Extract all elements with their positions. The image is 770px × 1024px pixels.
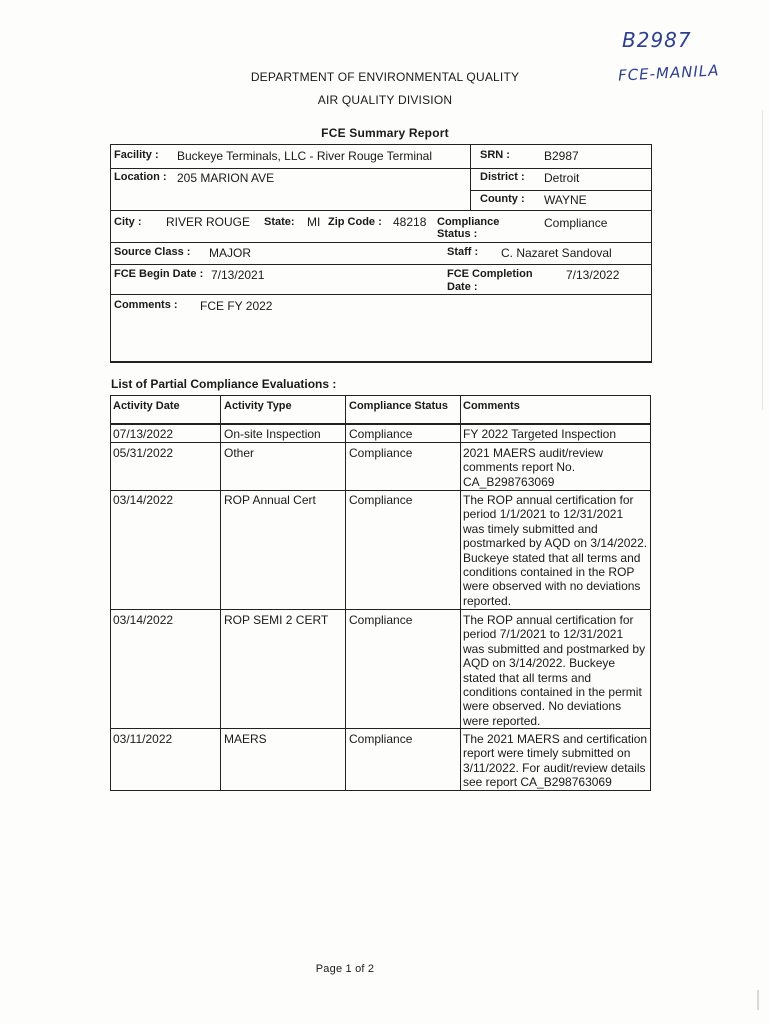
row-3-status: Compliance — [349, 493, 413, 507]
compliance-status-value: Compliance — [544, 216, 608, 230]
comment-line: postmarked by AQD on 3/14/2022. — [463, 536, 648, 551]
comment-line: period 1/1/2021 to 12/31/2021 — [463, 507, 624, 522]
source-class-value: MAJOR — [209, 246, 251, 260]
comment-line: were reported. — [463, 713, 541, 728]
county-label: County : — [480, 193, 525, 205]
row-1-date: 07/13/2022 — [113, 427, 174, 441]
col-header-activity-date: Activity Date — [113, 400, 180, 412]
compliance-status-label: Compliance — [437, 216, 500, 228]
city-value: RIVER ROUGE — [166, 215, 251, 229]
col-header-activity-type: Activity Type — [224, 400, 292, 412]
divider — [110, 294, 652, 295]
comments-value: FCE FY 2022 — [200, 299, 273, 313]
comment-line: The 2021 MAERS and certification — [463, 732, 648, 746]
divider — [110, 242, 652, 243]
row-2-comments — [463, 446, 603, 489]
pce-table — [110, 395, 651, 791]
zip-label: Zip Code : — [328, 216, 382, 228]
column-divider — [460, 395, 461, 791]
location-label: Location : — [114, 171, 167, 183]
divider — [110, 210, 652, 211]
facility-value: Buckeye Terminals, LLC - River Rouge Terminal — [177, 149, 432, 163]
comment-line: was timely submitted and — [463, 521, 598, 536]
zip-value: 48218 — [393, 215, 427, 229]
row-5-type: MAERS — [224, 732, 267, 746]
division-title: AIR QUALITY DIVISION — [317, 93, 453, 107]
comment-line: 2021 MAERS audit/review — [463, 446, 604, 460]
row-5-comments — [463, 732, 647, 790]
fce-begin-date-label: FCE Begin Date : — [114, 268, 204, 280]
district-value: Detroit — [544, 171, 580, 185]
row-4-comments — [463, 613, 645, 728]
column-divider — [345, 395, 346, 791]
comment-line: The ROP annual certification for — [463, 493, 634, 507]
comment-line: stated that all terms and — [463, 670, 592, 685]
comment-line: were observed. No deviations — [463, 699, 622, 714]
report-title: FCE Summary Report — [321, 126, 449, 140]
srn-value: B2987 — [544, 149, 579, 163]
row-divider — [110, 490, 651, 491]
department-title: DEPARTMENT OF ENVIRONMENTAL QUALITY — [250, 70, 520, 84]
comment-line: report were timely submitted on — [463, 746, 631, 761]
comment-line: conditions contained in the permit — [463, 685, 642, 700]
row-1-status: Compliance — [349, 427, 413, 441]
row-3-type: ROP Annual Cert — [224, 493, 316, 507]
handwritten-fce-note: FCE-MANILA — [617, 61, 720, 85]
comment-line: were observed with no deviations — [463, 579, 641, 594]
comment-line: CA_B298763069 — [463, 474, 555, 489]
row-2-date: 05/31/2022 — [113, 446, 174, 460]
col-header-compliance-status: Compliance Status — [349, 400, 449, 412]
col-header-comments: Comments — [463, 400, 520, 412]
row-divider — [110, 609, 651, 610]
srn-label: SRN : — [480, 149, 510, 161]
divider — [470, 190, 652, 191]
fce-completion-value: 7/13/2022 — [566, 268, 620, 282]
row-2-status: Compliance — [349, 446, 413, 460]
scan-edge-mark — [757, 990, 759, 1010]
comment-line: FY 2022 Targeted Inspection — [463, 427, 616, 441]
fce-completion-label: FCE Completion — [447, 268, 533, 280]
comment-line: period 7/1/2021 to 12/31/2021 — [463, 627, 624, 642]
fce-begin-date-value: 7/13/2021 — [211, 268, 265, 282]
comment-line: AQD on 3/14/2022. Buckeye — [463, 656, 616, 671]
row-3-comments — [463, 493, 647, 608]
row-4-date: 03/14/2022 — [113, 613, 174, 627]
comment-line: see report CA_B298763069 — [463, 775, 612, 790]
state-label: State: — [264, 216, 295, 228]
comment-line: reported. — [463, 593, 512, 608]
state-value: MI — [307, 215, 321, 229]
row-4-type: ROP SEMI 2 CERT — [224, 613, 329, 627]
city-label: City : — [114, 216, 142, 228]
county-value: WAYNE — [544, 193, 587, 207]
row-4-status: Compliance — [349, 613, 413, 627]
district-label: District : — [480, 171, 525, 183]
column-divider — [220, 395, 221, 791]
page-number: Page 1 of 2 — [315, 963, 375, 975]
fce-completion-label-line2: Date : — [447, 281, 478, 293]
row-divider — [110, 442, 651, 443]
divider — [110, 264, 652, 265]
comment-line: comments report No. — [463, 460, 576, 475]
comment-line: 3/11/2022. For audit/review details — [463, 760, 646, 775]
scan-edge-mark — [762, 110, 763, 410]
row-3-date: 03/14/2022 — [113, 493, 174, 507]
facility-label: Facility : — [114, 149, 159, 161]
pce-section-title: List of Partial Compliance Evaluations : — [111, 377, 337, 391]
staff-value: C. Nazaret Sandoval — [501, 246, 612, 260]
row-1-comments — [463, 427, 616, 441]
compliance-status-label-line2: Status : — [437, 228, 478, 240]
comment-line: The ROP annual certification for — [463, 613, 634, 627]
divider — [110, 168, 652, 169]
comment-line: conditions contained in the ROP — [463, 565, 635, 580]
row-5-status: Compliance — [349, 732, 413, 746]
divider — [470, 144, 471, 210]
row-1-type: On-site Inspection — [224, 427, 321, 441]
source-class-label: Source Class : — [114, 246, 191, 258]
handwritten-srn: B2987 — [622, 28, 692, 52]
comments-label: Comments : — [114, 299, 178, 311]
staff-label: Staff : — [447, 246, 479, 258]
row-5-date: 03/11/2022 — [113, 732, 173, 746]
comment-line: Buckeye stated that all terms and — [463, 550, 641, 565]
row-2-type: Other — [224, 446, 255, 460]
location-value: 205 MARION AVE — [177, 171, 275, 185]
comment-line: was submitted and postmarked by — [463, 641, 646, 656]
